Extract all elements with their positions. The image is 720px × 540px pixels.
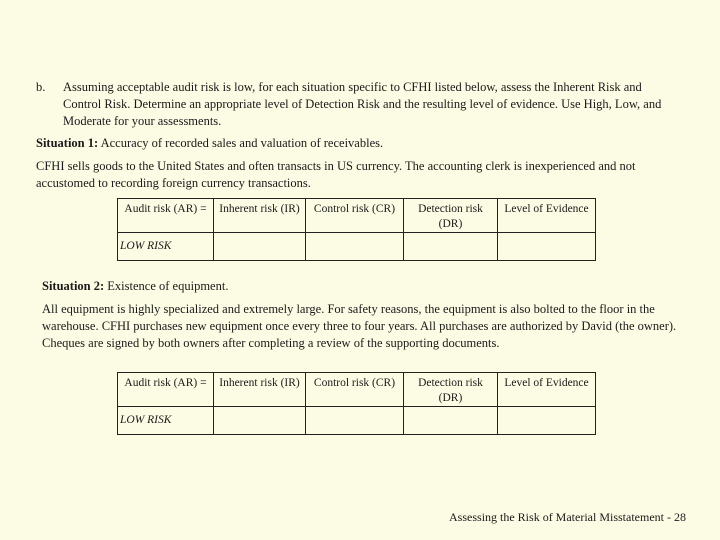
table-row xyxy=(118,233,596,261)
situation-1-label: Situation 1: xyxy=(36,136,99,150)
header-level-of-evidence: Level of Evidence xyxy=(498,199,596,233)
situation-1-description: CFHI sells goods to the United States and often transacts in US currency. The accounting clerk is inexperienced and not accustomed to recording foreign currency transactions. xyxy=(36,159,636,190)
audit-risk-value: LOW RISK xyxy=(118,233,214,261)
level-of-evidence-cell xyxy=(498,233,596,261)
detection-risk-cell xyxy=(404,407,498,435)
inherent-risk-cell xyxy=(214,407,306,435)
header-inherent-risk: Inherent risk (IR) xyxy=(214,199,306,233)
inherent-risk-cell xyxy=(214,233,306,261)
control-risk-cell xyxy=(306,233,404,261)
header-detection-risk: Detection risk (DR) xyxy=(404,199,498,233)
situation-2-heading xyxy=(42,279,228,294)
situation-1-heading xyxy=(36,136,383,151)
situation-2-description: All equipment is highly specialized and extremely large. For safety reasons, the equipment is also bolted to the floor in the warehouse. CFHI purchases new equipment once every three to four years. All purchases are authorized by David (the owner). Cheques are signed by both owners after completing a review of the supporting documents. xyxy=(42,302,677,350)
header-control-risk: Control risk (CR) xyxy=(306,373,404,407)
header-audit-risk: Audit risk (AR) = xyxy=(118,199,214,233)
header-control-risk: Control risk (CR) xyxy=(306,199,404,233)
situation-1-risk-table xyxy=(117,198,596,261)
audit-risk-value: LOW RISK xyxy=(118,407,214,435)
header-inherent-risk: Inherent risk (IR) xyxy=(214,373,306,407)
control-risk-cell xyxy=(306,407,404,435)
situation-2-risk-table xyxy=(117,372,596,435)
situation-2-label: Situation 2: xyxy=(42,279,105,293)
item-instruction: Assuming acceptable audit risk is low, for each situation specific to CFHI listed below, assess the Inherent Risk and Control Risk. Determine an appropriate level of Detection Risk and the resulting level of evidence. Use High, Low, and Moderate for your assessments. xyxy=(63,80,662,128)
table-row xyxy=(118,407,596,435)
detection-risk-cell xyxy=(404,233,498,261)
header-audit-risk: Audit risk (AR) = xyxy=(118,373,214,407)
table-header-row xyxy=(118,199,596,233)
page-footer: Assessing the Risk of Material Misstatement - 28 xyxy=(449,510,686,524)
situation-1-title: Accuracy of recorded sales and valuation of receivables. xyxy=(98,136,384,150)
situation-2-title: Existence of equipment. xyxy=(104,279,229,293)
table-header-row xyxy=(118,373,596,407)
level-of-evidence-cell xyxy=(498,407,596,435)
item-marker: b. xyxy=(36,80,46,94)
header-detection-risk: Detection risk (DR) xyxy=(404,373,498,407)
header-level-of-evidence: Level of Evidence xyxy=(498,373,596,407)
